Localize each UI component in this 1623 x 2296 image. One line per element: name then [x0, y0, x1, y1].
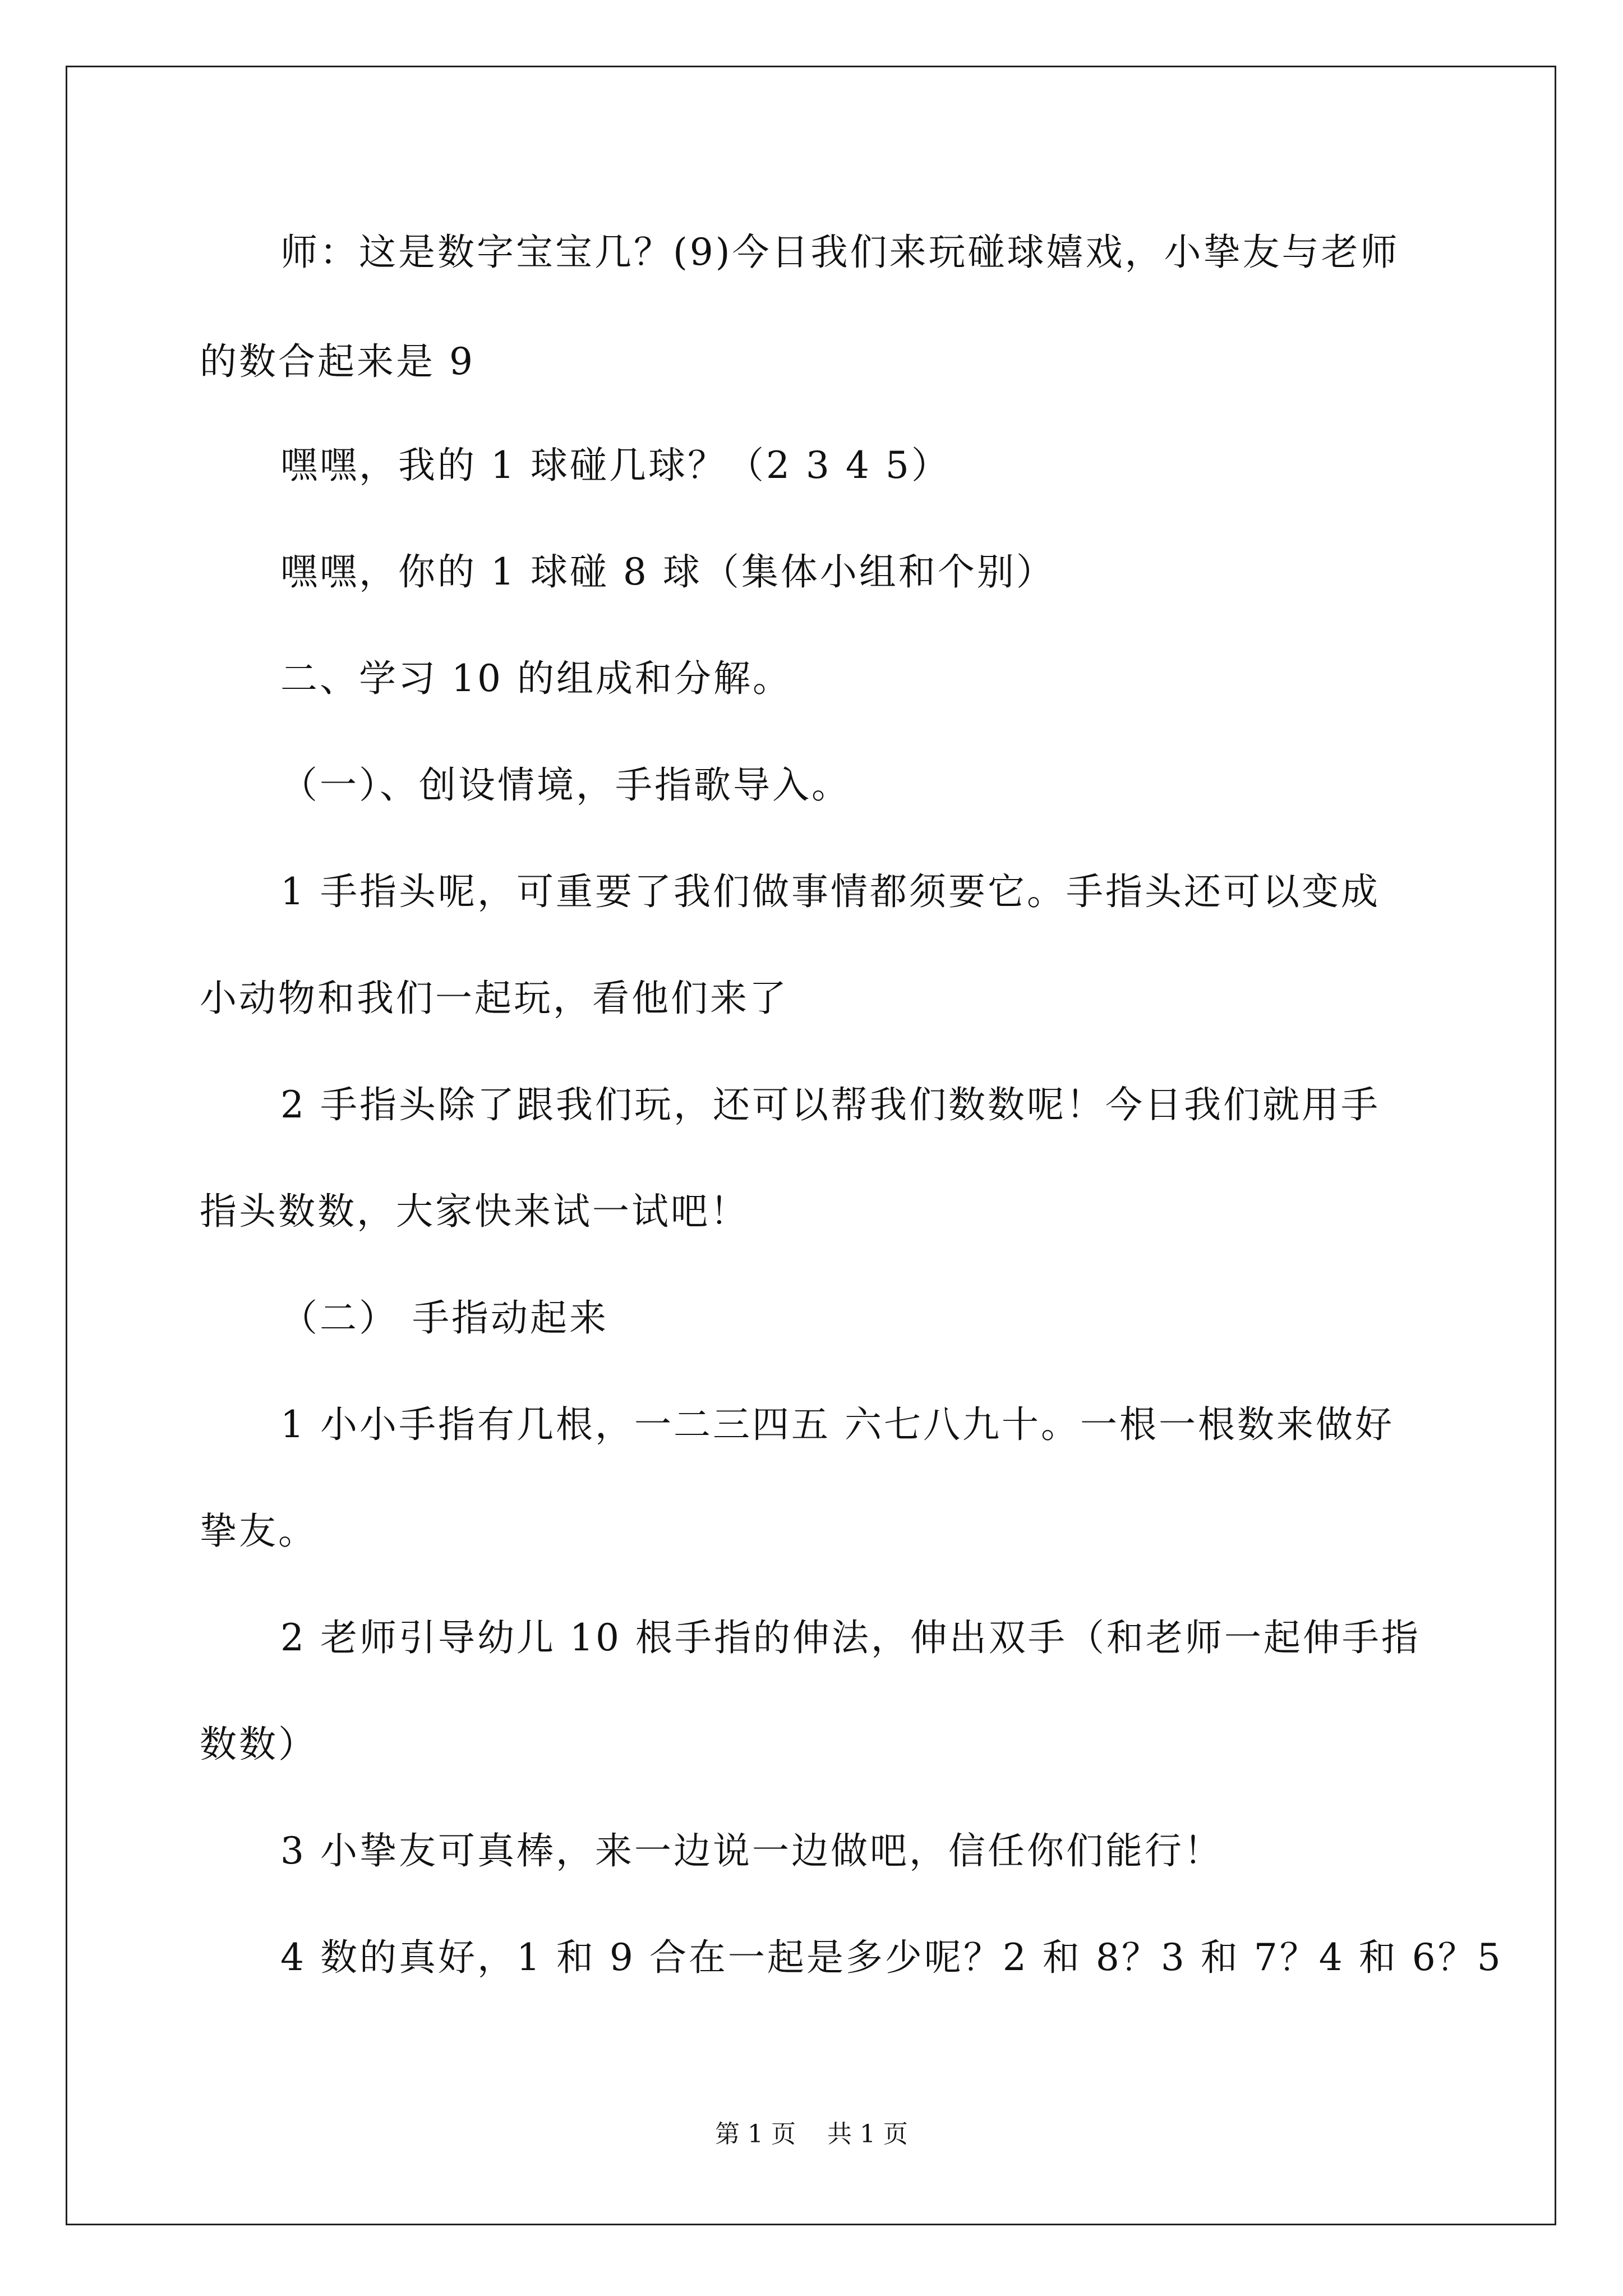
subsection-heading: （一）、创设情境，手指歌导入。: [280, 763, 851, 807]
page-footer: 第 1 页 共 1 页: [715, 2120, 908, 2148]
paragraph-line: 1 小小手指有几根，一二三四五 六七八九十。一根一根数来做好: [280, 1403, 1394, 1446]
paragraph-line: 嘿嘿，我的 1 球碰几球？（2 3 4 5）: [280, 444, 951, 487]
subsection-heading: （二） 手指动起来: [280, 1296, 608, 1340]
paragraph-line: 2 老师引导幼儿 10 根手指的伸法，伸出双手（和老师一起伸手指: [280, 1616, 1421, 1659]
section-heading: 二、学习 10 的组成和分解。: [280, 657, 792, 700]
paragraph-line: 小动物和我们一起玩，看他们来了: [200, 977, 789, 1020]
page-border: [66, 66, 1556, 2225]
paragraph-line: 的数合起来是 9: [200, 340, 475, 383]
paragraph-line: 师：这是数字宝宝几？(9)今日我们来玩碰球嬉戏，小挚友与老师: [280, 231, 1400, 274]
paragraph-line: 2 手指头除了跟我们玩，还可以帮我们数数呢！今日我们就用手: [280, 1083, 1380, 1126]
paragraph-line: 嘿嘿，你的 1 球碰 8 球（集体小组和个别）: [280, 550, 1055, 593]
paragraph-line: 挚友。: [200, 1510, 317, 1553]
paragraph-line: 3 小挚友可真棒，来一边说一边做吧，信任你们能行！: [280, 1829, 1223, 1872]
paragraph-line: 1 手指头呢，可重要了我们做事情都须要它。手指头还可以变成: [280, 870, 1380, 913]
paragraph-line: 指头数数，大家快来试一试吧！: [200, 1190, 749, 1233]
paragraph-line: 4 数的真好，1 和 9 合在一起是多少呢？2 和 8？3 和 7？4 和 6？5: [280, 1936, 1503, 1979]
paragraph-line: 数数）: [200, 1723, 317, 1766]
